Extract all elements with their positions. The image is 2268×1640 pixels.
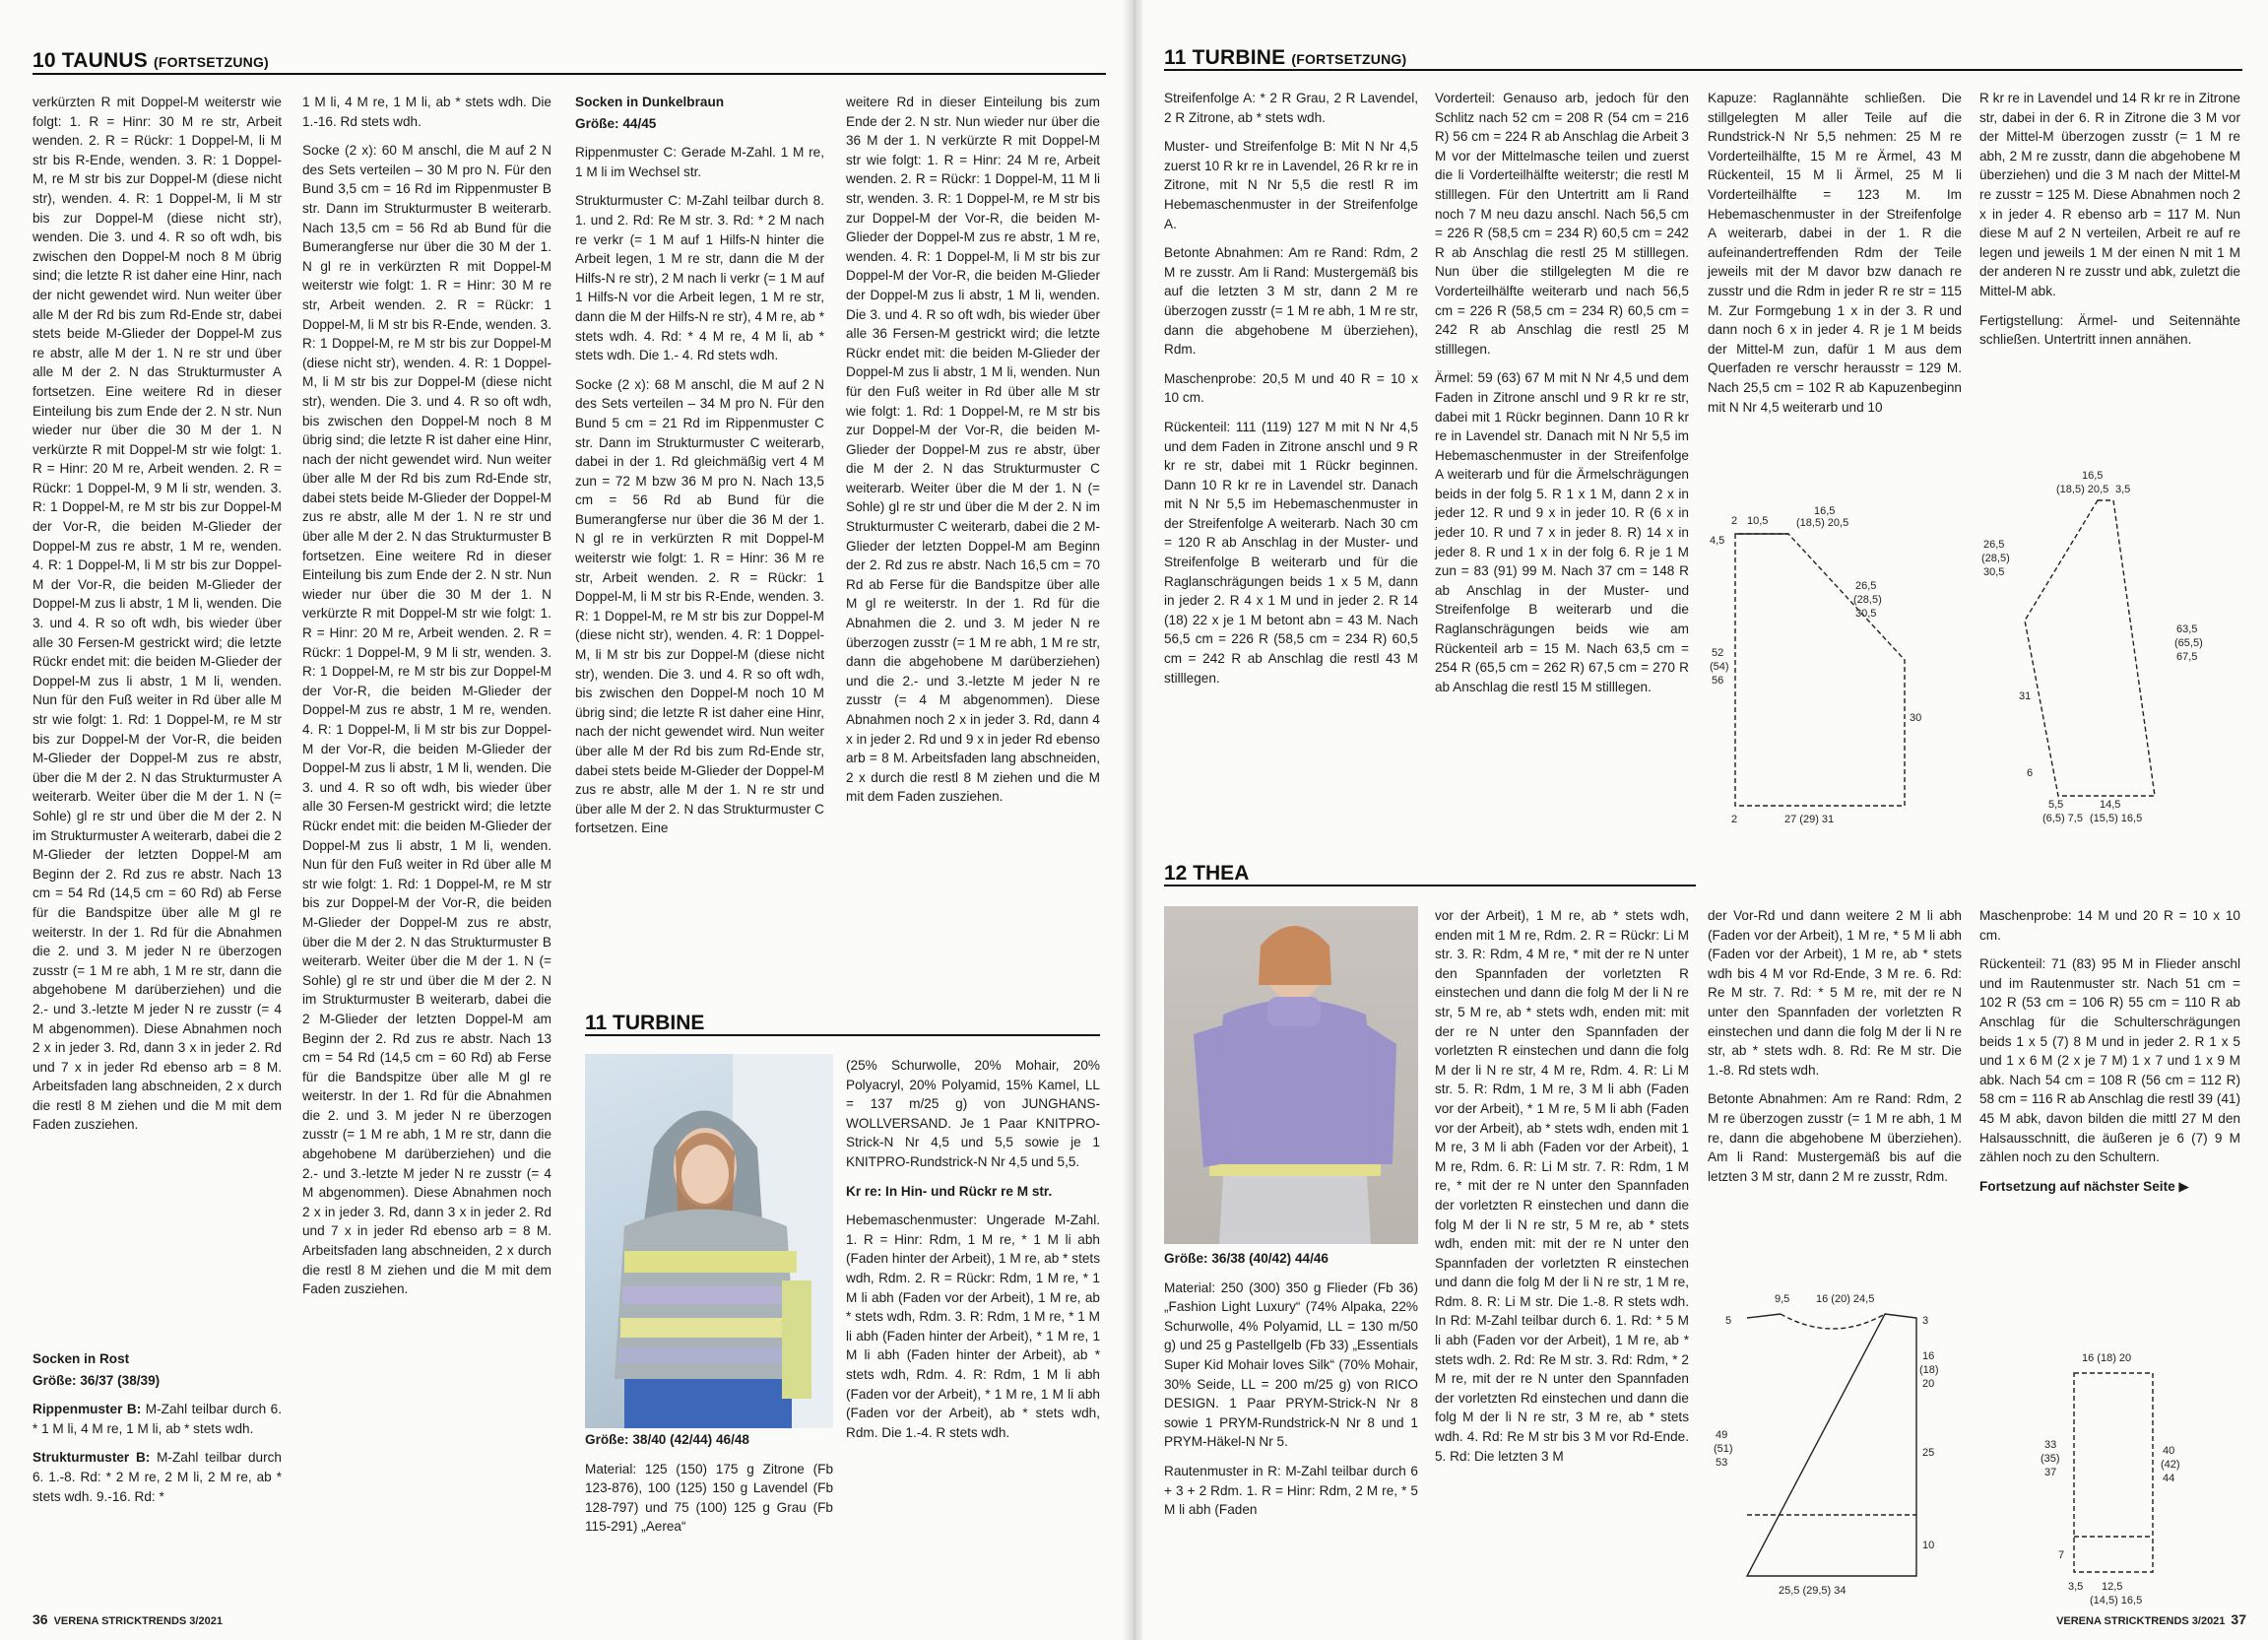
- page-number: 36: [32, 1611, 48, 1627]
- turbine-model-illustration: [585, 1054, 833, 1428]
- paragraph: Muster- und Streifenfolge B: Mit N Nr 4,5 zuerst 10 R kr re in Lavendel, 26 R kr re in Zitrone, mit N Nr 5,5 die restl R im Hebemaschenmuster in der Streifenfolge A.: [1164, 139, 1418, 231]
- turbine-material-column: [846, 1056, 1100, 1452]
- dim-label: 67,5: [2176, 651, 2198, 663]
- paragraph: Betonte Abnahmen: Am re Rand: Rdm, 2 M re zusstr. Am li Rand: Mustergemäß bis auf die letzten 3 M str, dann 2 M re überzogen zusstr (= 1 M re abh, 1 M re str, dann die abgehobene M überziehen), Rdm.: [1164, 245, 1418, 358]
- dim-label: 16,5: [1814, 505, 1836, 517]
- dim-label: 16 (18) 20: [2082, 1352, 2132, 1364]
- dim-label: 56: [1712, 675, 1724, 687]
- dim-label: 30: [1910, 712, 1922, 724]
- turbine-sleeve-schematic: [1979, 463, 2250, 847]
- dim-label: 5,5: [2048, 799, 2064, 811]
- dim-label: 25,5 (29,5) 34: [1779, 1585, 1847, 1597]
- dim-label: (42): [2161, 1459, 2180, 1471]
- paragraph: (25% Schurwolle, 20% Mohair, 20% Polyacryl, 20% Polyamid, 15% Kamel, LL = 137 m/25 g) von JUNGHANS-WOLLVERSAND. Je 1 Paar KNITPRO-Strick-N Nr 4,5 und 5,5 sowie je 1 KNITPRO-Rundstrick-N Nr 4,5 und 5,5.: [846, 1058, 1100, 1169]
- dim-label: 16,5: [2082, 470, 2104, 482]
- paragraph: der Vor-Rd und dann weitere 2 M li abh (Faden vor der Arbeit), 1 M re, * 5 M li abh (Faden vor der Arbeit), 1 M re, ab * stets wdh bis 4 M vor Rd-Ende, 3 M re. 6. Rd: Re M str. 7. Rd: * 5 M re, mit der re N unter den Spannfaden der vorletzten R einstechen und dann die folg M der li N re str, ab * stets wdh. 8. Rd: Re M str. Die 1.-8. Rd stets wdh.: [1708, 908, 1962, 1078]
- dim-label: 6: [2027, 767, 2034, 779]
- thea-details-col1: [1164, 1249, 1418, 1530]
- section-header-turbine: 11 TURBINE (FORTSETZUNG): [1164, 46, 1407, 69]
- left-page: [0, 0, 1128, 1640]
- dim-label: 37: [2044, 1467, 2057, 1478]
- dim-label: 26,5: [1855, 580, 1877, 592]
- paragraph: R kr re in Lavendel und 14 R kr re in Zitrone str, dabei in der 6. R in Zitrone die 3 M vor der Mittel-M überzogen zusstr (= 1 M re abh, 2 M re zusstr, dann die abgehobene M überziehen) und die 3 M nach der Mittel-M re zusstr = 125 M. Diese Abnahmen noch 2 x in jeder 4. R ebenso arb = 117 M. Nun diese M auf 2 N verteilen, Arbeit re auf re legen und jeweils 1 M der einen N mit 1 M der anderen N re zusstr und abk, zuletzt die Mittel-M abk.: [1979, 91, 2240, 298]
- dim-label: 5: [1725, 1315, 1732, 1327]
- paragraph: Kr re: In Hin- und Rückr re M str.: [846, 1183, 1053, 1199]
- dim-label: 33: [2044, 1439, 2057, 1451]
- dim-label: 26,5: [1983, 539, 2005, 551]
- paragraph: Kapuze: Raglannähte schließen. Die stillgelegten M aller Teile auf die Rundstrick-N Nr 5,5 nehmen: 25 M re Vorderteilhälfte, 15 M re Ärmel, 43 M Rückenteil, 15 M li Ärmel, 25 M li Vorderteilhälfte = 123 M. Im Hebemaschenmuster in der Streifenfolge A weiterarb, dabei in der 1. R die aufeinandertreffenden Rdm der Teile jeweils mit der M davor bzw danach re zusstr und die Rdm in jeder R re str = 115 M. Zur Formgebung 1 x in der 3. R und dann noch 6 x in jeder 4. R je 1 M beids der Mittel-M zun, dafür 1 M aus dem Querfaden re verschr herausstr = 129 M. Nach 25,5 cm = 102 R ab Kapuzenbeginn mit N Nr 4,5 weiterarb und 10: [1708, 91, 1962, 415]
- dim-label: (18): [1919, 1364, 1939, 1376]
- dim-label: 44: [2163, 1473, 2175, 1484]
- dim-label: 7: [2058, 1549, 2065, 1561]
- dim-label: 25: [1922, 1447, 1935, 1459]
- text: M-Zahl teilbar durch 6. 1.-8. Rd: * 2 M re, 2 M li, 2 M re, ab * stets wdh. 9.-16. Rd: *: [32, 1450, 282, 1504]
- dim-label: 20: [1922, 1378, 1935, 1390]
- dim-label: 10,5: [1747, 515, 1769, 527]
- text-column-1: [32, 93, 282, 1344]
- size-line: Größe: 44/45: [575, 115, 657, 131]
- dim-label: 40: [2163, 1445, 2175, 1457]
- label: Rippenmuster B:: [32, 1402, 142, 1417]
- dim-label: 2: [1731, 515, 1738, 527]
- thea-photo: [1164, 906, 1418, 1244]
- header-rule: [32, 73, 1106, 75]
- paragraph: Fertigstellung: Ärmel- und Seitennähte schließen. Untertritt innen annähen.: [1979, 312, 2240, 348]
- magazine-title: VERENA STRICKTRENDS 3/2021: [2056, 1615, 2226, 1627]
- paragraph: Rückenteil: 111 (119) 127 M mit N Nr 4,5 und dem Faden in Zitrone anschl und 9 R kr re str, dabei mit 1 Rückr beginnen. Dann 10 R kr re in Lavendel str. Danach mit N Nr 5,5 im Hebemaschenmuster in der Streifenfolge A weiterarb. Nach 30 cm = 120 R ab Anschlag in der Muster- und Streifenfolge B weiterarb und für die Raglanschrägungen beids 1 x 5 M, dann in jeder 2. R 4 x 1 M und in jeder 2. R 14 (18) 22 x je 1 M betont abn = 43 M. Nach 56,5 cm = 226 R (58,5 cm = 234 R) 60,5 cm = 242 R ab Anschlag die restl 43 M stilllegen.: [1164, 419, 1418, 686]
- paragraph: Maschenprobe: 14 M und 20 R = 10 x 10 cm.: [1979, 908, 2240, 943]
- dim-label: 27 (29) 31: [1784, 814, 1835, 825]
- text-column-4: [846, 93, 1100, 979]
- paragraph: Rautenmuster in R: M-Zahl teilbar durch 6 + 3 + 2 Rdm. 1. R = Hinr: Rdm, 2 M re, * 5 M li abh (Faden: [1164, 1463, 1418, 1518]
- dim-label: 12,5: [2102, 1581, 2123, 1593]
- dim-label: 3,5: [2068, 1581, 2084, 1593]
- dim-label: 30,5: [1983, 566, 2005, 578]
- dim-label: 10: [1922, 1540, 1935, 1551]
- page-number: 37: [2231, 1611, 2246, 1627]
- socken-rost-block: [32, 1349, 282, 1516]
- dim-label: 49: [1716, 1429, 1728, 1441]
- turbine-body-schematic: [1708, 463, 1974, 827]
- turbine-photo: [585, 1054, 833, 1428]
- dim-label: (51): [1714, 1443, 1733, 1455]
- dim-label: (35): [2041, 1453, 2060, 1465]
- thea-column-3: [1708, 906, 1962, 1196]
- section-title-turbine: 11 TURBINE: [585, 1012, 705, 1034]
- text-column-3: [1708, 89, 1962, 426]
- size-line: Größe: 36/37 (38/39): [32, 1372, 161, 1388]
- dim-label: 16 (20) 24,5: [1816, 1293, 1875, 1305]
- dim-label: (65,5): [2174, 637, 2203, 649]
- paragraph: 1 M li, 4 M re, 1 M li, ab * stets wdh. Die 1.-16. Rd stets wdh.: [302, 95, 551, 129]
- text: M-Zahl teilbar durch 6. * 1 M li, 4 M re, 1 M li, ab * stets wdh.: [32, 1402, 283, 1436]
- subsection-title: Socken in Rost: [32, 1351, 130, 1366]
- text-column-4: [1979, 89, 2240, 360]
- paragraph: Rippenmuster C: Gerade M-Zahl. 1 M re, 1 M li im Wechsel str.: [575, 145, 824, 179]
- dim-label: 31: [2019, 690, 2032, 702]
- dim-label: 16: [1922, 1350, 1935, 1362]
- size-line: Größe: 36/38 (40/42) 44/46: [1164, 1251, 1328, 1266]
- paragraph: Vorderteil: Genauso arb, jedoch für den Schlitz nach 52 cm = 208 R (54 cm = 216 R) 56 cm = 224 R ab Anschlag die Arbeit 3 M vor der Mittelmasche teilen und zuerst die li Vorderteilhälfte weiterstr; die restl M stilllegen. Für den Untertritt am li Rand noch 7 M neu dazu anschl. Nach 56,5 cm = 226 R (58,5 cm = 234 R) 60,5 cm = 242 R ab Anschlag die restl 25 M stilllegen. Nun über die stillgelegten M die re Vorderteilhälfte weiterarb und nach 56,5 cm = 226 R (58,5 cm = 234 R) 60,5 cm = 242 R ab Anschlag die restl 25 M stilllegen.: [1435, 91, 1689, 357]
- dim-label: 63,5: [2176, 623, 2198, 635]
- paragraph: Strukturmuster C: M-Zahl teilbar durch 8. 1. und 2. Rd: Re M str. 3. Rd: * 2 M nach re verkr (= 1 M auf 1 Hilfs-N hinter die Arbeit legen, 1 M re str, dann die M der Hilfs-N re str), 2 M nach li verkr (= 1 M auf 1 Hilfs-N vor die Arbeit legen, 1 M re str, dann die M der Hilfs-N re str), 4 M re, ab * stets wdh. 4. Rd: * 4 M re, 4 M li, ab * stets wdh. Die 1.- 4. Rd stets wdh.: [575, 193, 824, 363]
- paragraph: Material: 125 (150) 175 g Zitrone (Fb 123-876), 100 (125) 150 g Lavendel (Fb 128-797) und 75 (100) 125 g Grau (Fb 115-291) „Aerea“: [585, 1461, 833, 1535]
- dim-label: 4,5: [1710, 535, 1725, 547]
- turbine-size-material: [585, 1430, 833, 1546]
- paragraph: Socke (2 x): 68 M anschl, die M auf 2 N des Sets verteilen – 34 M pro N. Für den Bund 5 cm = 21 Rd im Rippenmuster C str. Dann im Strukturmuster C weiterarb, dabei in der 1. Rd gleichmäßig vert 4 M zun = 72 M bzw 36 M pro N. Nach 13,5 cm = 56 Rd ab Bund für die Bumerangferse nur über die 36 M der 1. N gl re in verkürzten R mit Doppel-M weiterstr wie folgt: 1. R = Hinr: 36 M re str, Arbeit wenden. 2. R = Rückr: 1 Doppel-M, li M str bis R-Ende, wenden. 3. R: 1 Doppel-M, re M str bis zur Doppel-M (diese nicht str), wenden. 4. R: 1 Doppel-M, li M str bis zur Doppel-M (diese nicht str), wenden. Die 3. und 4. R so oft wdh, bis zwischen den Doppel-M noch 10 M übrig sind; die letzte R ist daher eine Hinr, nach der nicht gewendet wird. Nun weiter über alle M der Rd bis zum Rd-Ende str, dabei stets beide M-Glieder der Doppel-M zus re abstr, alle M der 1. N re str und über alle M der 2. N das Strukturmuster C fortsetzen. Eine: [575, 376, 824, 836]
- thea-body-schematic: [1708, 1280, 1974, 1606]
- dim-label: 52: [1712, 647, 1724, 659]
- size-line: Größe: 38/40 (42/44) 46/48: [585, 1432, 749, 1447]
- dim-label: 3: [1922, 1315, 1929, 1327]
- dim-label: (6,5) 7,5: [2042, 813, 2083, 824]
- section-title-thea: 12 THEA: [1164, 862, 1250, 885]
- text-column-3: [575, 93, 824, 979]
- dim-label: (28,5): [1853, 594, 1882, 606]
- dim-label: 3,5: [2115, 484, 2131, 495]
- thea-sleeve-schematic: [1979, 1340, 2245, 1610]
- magazine-title: VERENA STRICKTRENDS 3/2021: [53, 1615, 223, 1627]
- dim-label: (28,5): [1981, 553, 2010, 564]
- dim-label: 53: [1716, 1457, 1728, 1469]
- text-column-2: [1435, 89, 1689, 706]
- paragraph: Rückenteil: 71 (83) 95 M in Flieder anschl und im Rautenmuster str. Nach 51 cm = 102 R (53 cm = 106 R) 55 cm = 110 R ab Anschlag für die Schulterschrägungen beids 1 x 5 (7) 8 M und in jeder 2. R 1 x 5 und 1 x 6 M (2 x je 7 M) 1 x 7 und 1 x 9 M abk. Nach 54 cm = 108 R (56 cm = 112 R) 58 cm = 116 R ab Anschlag die restl 39 (41) 45 M abk, davon bilden die mittl 27 M den Halsausschnitt, die äußeren je 6 (7) 9 M zählen noch zu den Schultern.: [1979, 956, 2240, 1165]
- paragraph: weitere Rd in dieser Einteilung bis zum Ende der 2. N str. Nun wieder nur über die 36 M der 1. N verkürzte R mit Doppel-M str wie folgt: 1. R = Hinr: 24 M re, Arbeit wenden. 2. R = Rückr: 1 Doppel-M, 11 M li str, wenden. 3. R: 1 Doppel-M, re M str bis zur Doppel-M der Vor-R, die beiden M-Glieder der Doppel-M zus re abstr, 1 M re, wenden. 4. R: 1 Doppel-M, li M str bis zur Doppel-M der Vor-R, die beiden M-Glieder der Doppel-M zus li abstr, 1 M li, wenden. Die 3. und 4. R so oft wdh, bis wieder über alle 36 Fersen-M gestrickt wird; die letzte Rückr endet mit: die beiden M-Glieder der Doppel-M zus li abstr, 1 M li, wenden. Nun für den Fuß weiter in Rd über alle M str wie folgt: 1. Rd: 1 Doppel-M, re M str bis zur Doppel-M der Vor-R, die beiden M-Glieder der Doppel-M zus re abstr, über die M der 2. N das Strukturmuster C weiterarb. Weiter über die M der 1. N (= Sohle) gl re str und über die M der 2. N im Strukturmuster C weiterarb, dabei die 2 M-Glieder der letzten Doppel-M am Beginn der 2. Rd zus re abstr. Nach 16,5 cm = 70 Rd ab Ferse für die Bandspitze über alle M gl re weiterstr. In der 1. Rd für die Abnahmen die 2. und 3. M jeder N re überzogen zusstr (= 1 M re abh, 1 M re str, dann die abgehobene M darüberziehen) und die 2.- und 3.-letzte M jeder N re zusstr (= 4 M abgenommen). Diese Abnahmen noch 2 x in jeder 3. Rd, dann 4 x in jeder 2. Rd und 9 x in jeder Rd ebenso arb = 8 M. Arbeitsfaden lang abschneiden, 2 x durch die restl 8 M ziehen und die M mit dem Faden zusziehen.: [846, 95, 1100, 805]
- dim-label: (18,5) 20,5: [2056, 484, 2109, 495]
- text-column-2: [302, 93, 551, 1570]
- text-column-1: [1164, 89, 1418, 697]
- dim-label: (18,5) 20,5: [1796, 517, 1849, 529]
- dim-label: 2: [1731, 814, 1738, 825]
- section-rule: [1164, 885, 1696, 886]
- header-rule: [1164, 69, 2242, 71]
- dim-label: 14,5: [2100, 799, 2121, 811]
- dim-label: 9,5: [1775, 1293, 1790, 1305]
- paragraph: Maschenprobe: 20,5 M und 40 R = 10 x 10 cm.: [1164, 370, 1418, 406]
- paragraph: vor der Arbeit), 1 M re, ab * stets wdh, enden mit 1 M re, Rdm. 2. R = Rückr: Li M str. 3. R: Rdm, 4 M re, * mit der re N unter den Spannfaden der vorletzten R einstechen und dann die folg M der li N re str, 5 M re, ab * stets wdh, enden mit: mit der re N unter den Spannfaden der vorletzten R einstechen und dann die folg M der li N re str, 4 M re, Rdm. 4. R: Li M str. 5. R: Rdm, 1 M re, 3 M li abh (Faden vor der Arbeit), * 1 M re, 5 M li abh (Faden vor der Arbeit), ab * stets wdh, enden mit 1 M re, 3 M li abh (Faden vor der Arbeit), 1 M re, Rdm. 6. R: Li M str. 7. R: Rdm, 1 M re, * mit der re N unter den Spannfaden der vorletzten R einstechen und dann die folg M der li N re str, 5 M re, ab * stets wdh, enden mit: mit der re N unter den Spannfaden der vorletzten R einstechen und dann die folg M der li N re str, 1 M re, Rdm. 8. R: Li M str. Die 1.-8. R stets wdh. In Rd: M-Zahl teilbar durch 6. 1. Rd: * 5 M li abh (Faden vor der Arbeit), 1 M re, ab * stets wdh. 2. Rd: Re M str. 3. Rd: Rdm, * 2 M re, mit der re N unter den Spannfaden der vorletzten Rd einstechen und dann die folg M der li N re str, 3 M re, ab * stets wdh. 4. Rd: Re M str bis 3 M vor Rd-Ende. 5. Rd: Die letzten 3 M: [1435, 908, 1689, 1464]
- paragraph: Betonte Abnahmen: Am re Rand: Rdm, 2 M re überzogen zusstr (= 1 M re abh, 1 M re, dann die abgehobene M überziehen). Am li Rand: Mustergemäß bis auf die letzten 3 M str, dann 2 M re zusstr, Rdm.: [1708, 1091, 1962, 1184]
- paragraph: verkürzten R mit Doppel-M weiterstr wie folgt: 1. R = Hinr: 30 M re str, Arbeit wenden. 2. R = Rückr: 1 Doppel-M, li M str bis R-Ende, wenden. 3. R: 1 Doppel-M, re M str bis zur Doppel-M (diese nicht str), wenden. 4. R: 1 Doppel-M, li M str bis zur Doppel-M (diese nicht str), wenden. Die 3. und 4. R so oft wdh, bis zwischen den Doppel-M noch 8 M übrig sind; die letzte R ist daher eine Hinr, nach der nicht gewendet wird. Nun weiter über alle M der Rd bis zum Rd-Ende str, dabei stets beide M-Glieder der Doppel-M zus re abstr, alle M der 1. N re str und über alle M der 2. N das Strukturmuster A fortsetzen. Eine weitere Rd in dieser Einteilung bis zum Ende der 2. N str. Nun wieder nur über die 30 M der 1. N verkürzte R mit Doppel-M str wie folgt: 1. R = Hinr: 20 M re, Arbeit wenden. 2. R = Rückr: 1 Doppel-M, 9 M li str, wenden. 3. R: 1 Doppel-M, re M str bis zur Doppel-M der Vor-R, die beiden M-Glieder der Doppel-M zus re abstr, 1 M re, wenden. 4. R: 1 Doppel-M, li M str bis zur Doppel-M der Vor-R, die beiden M-Glieder der Doppel-M zus li abstr, 1 M li, wenden. Die 3. und 4. R so oft wdh, bis wieder über alle 30 Fersen-M gestrickt wird; die letzte Rückr endet mit: die beiden M-Glieder der Doppel-M zus li abstr, 1 M li, wenden. Nun für den Fuß weiter in Rd über alle M str wie folgt: 1. Rd: 1 Doppel-M, re M str bis zur Doppel-M der Vor-R, die beiden M-Glieder der Doppel-M zus re abstr, über die M der 2. N das Strukturmuster A weiterarb. Weiter über die M der 1. N (= Sohle) gl re str und über die M der 2. N im Strukturmuster A weiterarb, dabei die 2 M-Glieder der letzten Doppel-M am Beginn der 2. Rd zus re abstr. Nach 13 cm = 54 Rd (14,5 cm = 60 Rd) ab Ferse für die Bandspitze über alle M gl re weiterstr. In der 1. Rd für die Abnahmen die 2. und 3. M jeder N re überzogen zusstr (= 1 M re abh, 1 M re str, dann die abgehobene M darüberziehen) und die 2.- und 3.-letzte M jeder N re zusstr (= 4 M abgenommen). Diese Abnahmen noch 2 x in jeder 3. Rd, dann 3 x in jeder 2. Rd und 7 x in jeder Rd ebenso arb = 8 M. Arbeitsfaden lang abschneiden, 2 x durch die restl 8 M ziehen und die M mit dem Faden zusziehen.: [32, 95, 282, 1133]
- paragraph: Socke (2 x): 60 M anschl, die M auf 2 N des Sets verteilen – 30 M pro N. Für den Bund 3,5 cm = 16 Rd im Rippenmuster B str. Dann im Strukturmuster B weiterarb. Nach 13,5 cm = 56 Rd ab Bund für die Bumerangferse nur über die 30 M der 1. N gl re in verkürzten R mit Doppel-M weiterstr wie folgt: 1. R = Hinr: 30 M re str, Arbeit wenden. 2. R = Rückr: 1 Doppel-M, li M str bis R-Ende, wenden. 3. R: 1 Doppel-M, re M str bis zur Doppel-M (diese nicht str), wenden. 4. R: 1 Doppel-M, li M str bis zur Doppel-M (diese nicht str), wenden. Die 3. und 4. R so oft wdh, bis zwischen den Doppel-M noch 8 M übrig sind; die letzte R ist daher eine Hinr, nach der nicht gewendet wird. Nun weiter über alle M der Rd bis zum Rd-Ende str, dabei stets beide M-Glieder der Doppel-M zus re abstr, alle M der 1. N re str und über alle M der 2. N das Strukturmuster B fortsetzen. Eine weitere Rd in dieser Einteilung bis zum Ende der 2. N str. Nun wieder nur über die 30 M der 1. N verkürzte R mit Doppel-M str wie folgt: 1. R = Hinr: 20 M re, Arbeit wenden. 2. R = Rückr: 1 Doppel-M, 9 M li str, wenden. 3. R: 1 Doppel-M, re M str bis zur Doppel-M der Vor-R, die beiden M-Glieder der Doppel-M zus re abstr, 1 M re, wenden. 4. R: 1 Doppel-M, li M str bis zur Doppel-M der Vor-R, die beiden M-Glieder der Doppel-M zus li abstr, 1 M li, wenden. Die 3. und 4. R so oft wdh, bis wieder über alle 30 Fersen-M gestrickt wird; die letzte Rückr endet mit: die beiden M-Glieder der Doppel-M zus li abstr, 1 M li, wenden. Nun für den Fuß weiter in Rd über alle M str wie folgt: 1. Rd: 1 Doppel-M, re M str bis zur Doppel-M der Vor-R, die beiden M-Glieder der Doppel-M zus re abstr, über die M der 2. N das Strukturmuster B weiterarb. Weiter über die M der 1. N (= Sohle) gl re str und über die M der 2. N im Strukturmuster B weiterarb, dabei die 2 M-Glieder der letzten Doppel-M am Beginn der 2. Rd zus re abstr. Nach 13 cm = 54 Rd (14,5 cm = 60 Rd) ab Ferse für die Bandspitze über alle M gl re weiterstr. In der 1. Rd für die Abnahmen die 2. und 3. M jeder N re überzogen zusstr (= 1 M re abh, 1 M re str, dann die abgehobene M darüberziehen) und die 2.- und 3.-letzte M jeder N re zusstr (= 4 M abgenommen). Diese Abnahmen noch 2 x in jeder 3. Rd, dann 3 x in jeder 2. Rd und 7 x in jeder Rd ebenso arb = 8 M. Arbeitsfaden lang abschneiden, 2 x durch die restl 8 M ziehen und die M mit dem Faden zusziehen.: [302, 143, 551, 1297]
- dim-label: (14,5) 16,5: [2090, 1595, 2143, 1607]
- dim-label: (15,5) 16,5: [2090, 813, 2143, 824]
- continue-link[interactable]: Fortsetzung auf nächster Seite ▶: [1979, 1178, 2189, 1194]
- subsection-title: Socken in Dunkelbraun: [575, 95, 725, 109]
- right-page: [1142, 0, 2268, 1640]
- thea-column-4: [1979, 906, 2240, 1206]
- paragraph: Material: 250 (300) 350 g Flieder (Fb 36) „Fashion Light Luxury“ (74% Alpaka, 22% Schurwolle, 4% Polyamid, LL = 130 m/50 g) und 25 g Pastellgelb (Fb 33) „Essentials Super Kid Mohair loves Silk“ (70% Mohair, 30% Seide, LL = 200 m/25 g) von RICO DESIGN. 1 Paar PRYM-Strick-N Nr 8 sowie 1 PRYM-Rundstrick-N Nr 8 und 1 PRYM-Häkel-N Nr 5.: [1164, 1279, 1418, 1450]
- page-folio-right: [2056, 1611, 2246, 1627]
- paragraph: Ärmel: 59 (63) 67 M mit N Nr 4,5 und dem Faden in Zitrone anschl und 9 R kr re str, dabei mit 1 Rückr beginnen. Dann 10 R kr re in Lavendel str. Danach mit N Nr 5,5 im Hebemaschenmuster in der Streifenfolge A weiterarb und für die Ärmelschrägungen beids in der folg 5. R 1 x 1 M, dann 2 x in jeder 12. R und 9 x in jeder 10. R (6 x in jeder 10. R und 7 x in jeder 8. R) 14 x in jeder 8. R und 1 x in der folg 6. R je 1 M zun = 83 (91) 99 M. Nach 37 cm = 148 R ab Anschlag in der Muster- und Streifenfolge B weiterarb und die Raglanschrägungen beids wie am Rückenteil arb = 15 M. Nach 63,5 cm = 254 R (65,5 cm = 262 R) 67,5 cm = 270 R ab Anschlag die restl 15 M stilllegen.: [1435, 370, 1689, 694]
- paragraph: Hebemaschenmuster: Ungerade M-Zahl. 1. R = Hinr: Rdm, 1 M re, * 1 M li abh (Faden hinter der Arbeit), 1 M re, ab * stets wdh, Rdm. 2. R = Rückr: Rdm, 1 M re, * 1 M li abh (Faden vor der Arbeit), 1 M re, ab * stets wdh, Rdm. 3. R: Rdm, 1 M re, * 1 M li abh (Faden hinter der Arbeit), * 1 M re, 1 M li abh (Faden hinter der Arbeit), ab * stets wdh, Rdm. 4. R: Rdm, 1 M li abh (Faden vor der Arbeit), * 1 M re, 1 M li abh (Faden vor der Arbeit), ab * stets wdh, Rdm. Die 1.-4. R stets wdh.: [846, 1213, 1100, 1440]
- dim-label: 30,5: [1855, 608, 1877, 620]
- label: Strukturmuster B:: [32, 1450, 151, 1466]
- section-header-taunus: 10 TAUNUS (FORTSETZUNG): [32, 49, 269, 72]
- section-rule: [585, 1034, 1100, 1036]
- dim-label: (54): [1710, 661, 1729, 673]
- thea-model-illustration: [1164, 906, 1418, 1244]
- paragraph: Streifenfolge A: * 2 R Grau, 2 R Lavendel, 2 R Zitrone, ab * stets wdh.: [1164, 91, 1418, 125]
- page-folio-left: [32, 1611, 223, 1627]
- thea-column-2: [1435, 906, 1689, 1596]
